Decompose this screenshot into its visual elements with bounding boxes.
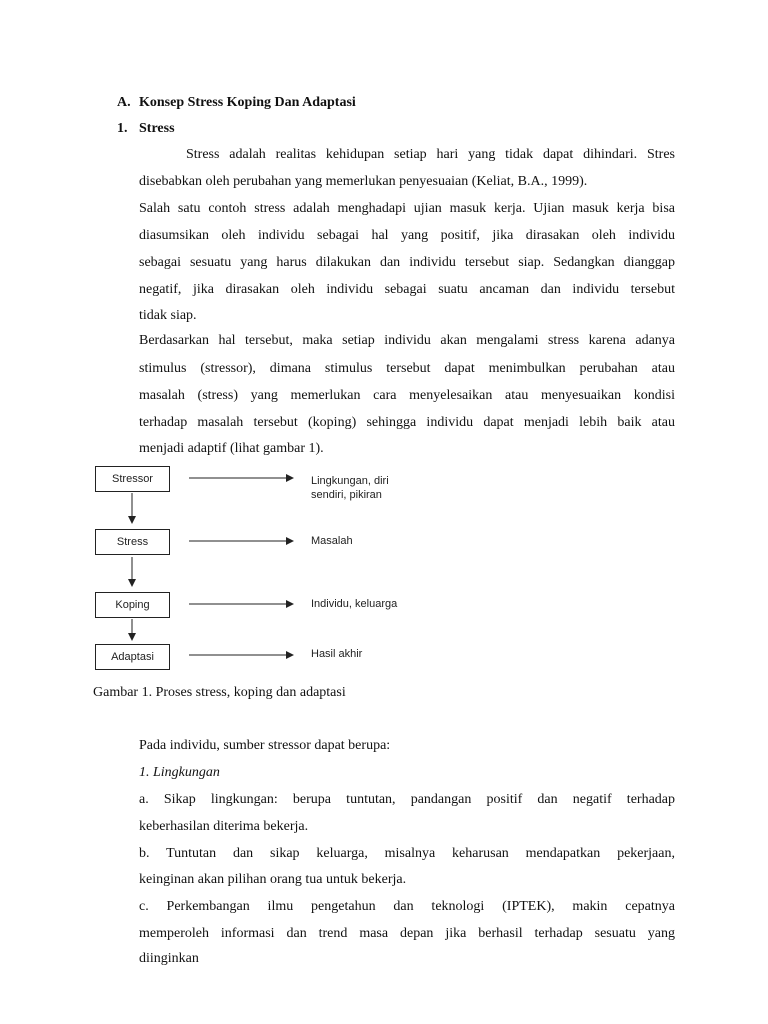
section-marker: A. (117, 95, 131, 110)
sources-heading: 1. Lingkungan (139, 765, 220, 780)
subsection-title: Stress (139, 121, 175, 136)
list-item-line: b. Tuntutan dan sikap keluarga, misalnya keharusan mendapatkan pekerjaan, (139, 846, 675, 861)
label-adaptasi: Hasil akhir (311, 648, 363, 660)
section-title: Konsep Stress Koping Dan Adaptasi (139, 95, 356, 110)
paragraph-line: masalah (stress) yang memerlukan cara menyelesaikan atau menyesuaikan kondisi (139, 388, 675, 403)
paragraph-line: negatif, jika dirasakan oleh individu sebagai suatu ancaman dan individu tersebut (139, 282, 675, 297)
paragraph-line: diasumsikan oleh individu sebagai hal yang positif, jika dirasakan oleh individu (139, 228, 675, 243)
list-item-line: keinginan akan pilihan orang tua untuk bekerja. (139, 872, 407, 887)
figure-caption: Gambar 1. Proses stress, koping dan adaptasi (93, 685, 346, 700)
label-koping: Individu, keluarga (311, 598, 398, 610)
box-stressor: Stressor (95, 466, 170, 492)
paragraph-line: tidak siap. (139, 308, 197, 323)
list-item-line: a. Sikap lingkungan: berupa tuntutan, pandangan positif dan negatif terhadap (139, 792, 675, 807)
box-stress: Stress (95, 529, 170, 555)
paragraph-line: Stress adalah realitas kehidupan setiap hari yang tidak dapat dihindari. Stres (186, 147, 675, 162)
subsection-marker: 1. (117, 121, 128, 136)
list-item-line: keberhasilan diterima bekerja. (139, 819, 309, 834)
box-koping: Koping (95, 592, 170, 618)
label-stressor-line2: sendiri, pikiran (311, 489, 382, 501)
sources-intro: Pada individu, sumber stressor dapat berupa: (139, 738, 391, 753)
box-adaptasi: Adaptasi (95, 644, 170, 670)
list-item-line: memperoleh informasi dan trend masa depan jika berhasil terhadap sesuatu yang (139, 926, 675, 941)
list-item-line: c. Perkembangan ilmu pengetahun dan teknologi (IPTEK), makin cepatnya (139, 899, 675, 914)
paragraph-line: stimulus (stressor), dimana stimulus tersebut dapat menimbulkan perubahan atau (139, 361, 675, 376)
paragraph-line: Berdasarkan hal tersebut, maka setiap individu akan mengalami stress karena adanya (139, 333, 675, 348)
list-item-line: diinginkan (139, 951, 199, 966)
label-stressor-line1: Lingkungan, diri (311, 475, 389, 487)
paragraph-line: menjadi adaptif (lihat gambar 1). (139, 441, 324, 456)
paragraph-line: disebabkan oleh perubahan yang memerlukan penyesuaian (Keliat, B.A., 1999). (139, 174, 588, 189)
paragraph-line: terhadap masalah tersebut (koping) sehingga individu dapat menjadi lebih baik atau (139, 415, 675, 430)
paragraph-line: Salah satu contoh stress adalah menghadapi ujian masuk kerja. Ujian masuk kerja bisa (139, 201, 675, 216)
label-stress: Masalah (311, 535, 353, 547)
paragraph-line: sebagai sesuatu yang harus dilakukan dan individu tersebut siap. Sedangkan dianggap (139, 255, 675, 270)
